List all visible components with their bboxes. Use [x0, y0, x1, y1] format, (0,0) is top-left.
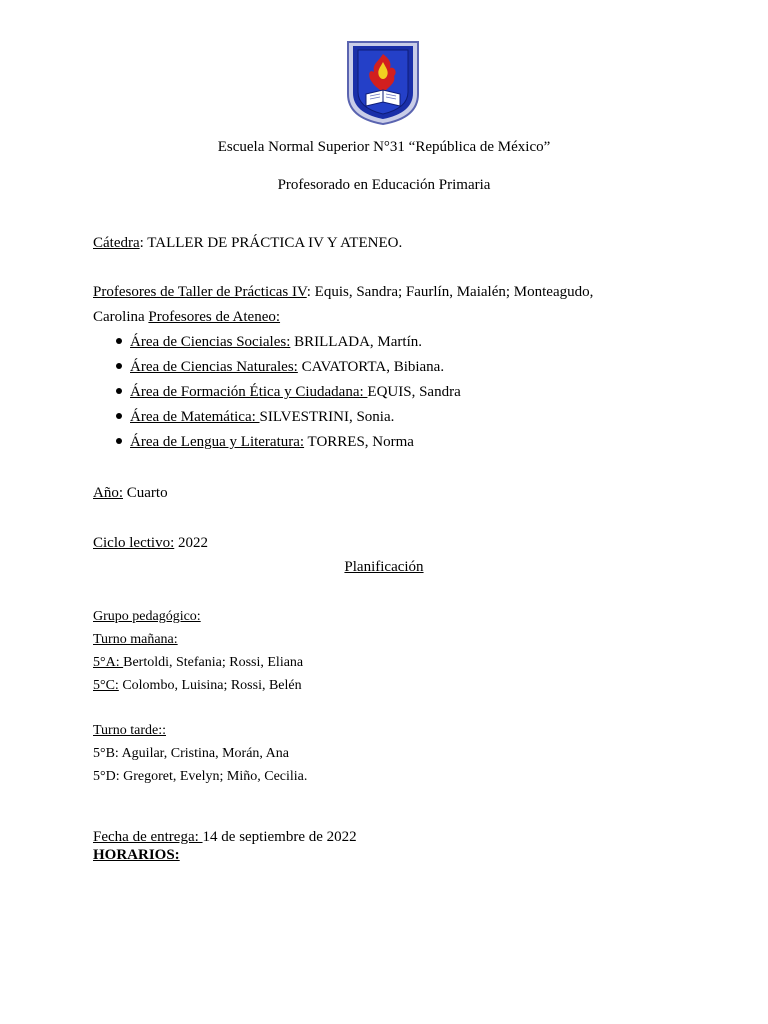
fecha-line [93, 829, 357, 846]
turno-manana-line [93, 632, 178, 648]
catedra-line [93, 235, 402, 252]
planificacion-title-text: Planificación [344, 559, 424, 575]
bullet-icon [116, 338, 122, 344]
table-row [93, 746, 289, 762]
area-label: Área de Matemática: [130, 409, 260, 425]
program-name: Profesorado en Educación Primaria [277, 177, 491, 193]
profesores-taller-line [93, 284, 593, 301]
turno-manana-label: Turno mañana: [93, 632, 178, 647]
grupo-label: Grupo pedagógico: [93, 609, 201, 624]
planificacion-title [0, 559, 768, 576]
profesores-taller-value-cont: Carolina [93, 309, 149, 325]
fecha-label: Fecha de entrega: [93, 829, 203, 845]
list-item [116, 334, 422, 351]
group-value: Gregoret, Evelyn; Miño, Cecilia. [123, 769, 308, 784]
area-value: SILVESTRINI, Sonia. [259, 409, 395, 425]
profesores-ateneo-label: Profesores de Ateneo: [148, 309, 281, 325]
area-label: Área de Lengua y Literatura: [130, 434, 305, 450]
table-row [93, 655, 303, 671]
group-value: Colombo, Luisina; Rossi, Belén [118, 678, 302, 693]
group-value: Aguilar, Cristina, Morán, Ana [121, 746, 289, 761]
ciclo-label: Ciclo lectivo: [93, 535, 175, 551]
group-label: 5°C: [93, 678, 119, 693]
crest-icon [344, 38, 422, 126]
table-row [93, 678, 302, 694]
profesores-taller-value: : Equis, Sandra; Faurlín, Maialén; Monteagudo, [306, 284, 594, 300]
area-value: BRILLADA, Martín. [290, 334, 423, 350]
ciclo-value: 2022 [174, 535, 208, 551]
profesores-taller-label: Profesores de Taller de Prácticas IV [93, 284, 307, 300]
area-label: Área de Formación Ética y Ciudadana: [130, 384, 368, 400]
catedra-label: Cátedra [93, 235, 140, 251]
bullet-icon [116, 388, 122, 394]
turno-tarde-line [93, 723, 166, 739]
anio-label: Año: [93, 485, 123, 501]
school-crest-logo [344, 38, 422, 126]
ciclo-line [93, 535, 208, 552]
bullet-icon [116, 363, 122, 369]
list-item [116, 409, 394, 426]
list-item [116, 434, 414, 451]
turno-tarde-label: Turno tarde:: [93, 723, 166, 738]
group-label: 5°B: [93, 746, 122, 761]
horarios-text: HORARIOS: [93, 847, 180, 863]
fecha-value: 14 de septiembre de 2022 [202, 829, 357, 845]
catedra-value: : TALLER DE PRÁCTICA IV Y ATENEO. [139, 235, 403, 251]
area-value: EQUIS, Sandra [367, 384, 461, 400]
table-row [93, 769, 307, 785]
area-value: CAVATORTA, Bibiana. [297, 359, 445, 375]
list-item [116, 359, 444, 376]
profesores-taller-cont-line [93, 309, 280, 326]
group-label: 5°A: [93, 655, 124, 670]
school-name: Escuela Normal Superior N°31 “República de México” [217, 139, 551, 155]
grupo-label-line [93, 609, 201, 625]
anio-value: Cuarto [123, 485, 168, 501]
area-label: Área de Ciencias Sociales: [130, 334, 291, 350]
area-value: TORRES, Norma [304, 434, 414, 450]
bullet-icon [116, 413, 122, 419]
area-label: Área de Ciencias Naturales: [130, 359, 298, 375]
bullet-icon [116, 438, 122, 444]
group-label: 5°D: [93, 769, 124, 784]
group-value: Bertoldi, Stefania; Rossi, Eliana [123, 655, 304, 670]
list-item [116, 384, 461, 401]
anio-line [93, 485, 168, 502]
horarios-heading [93, 847, 180, 864]
